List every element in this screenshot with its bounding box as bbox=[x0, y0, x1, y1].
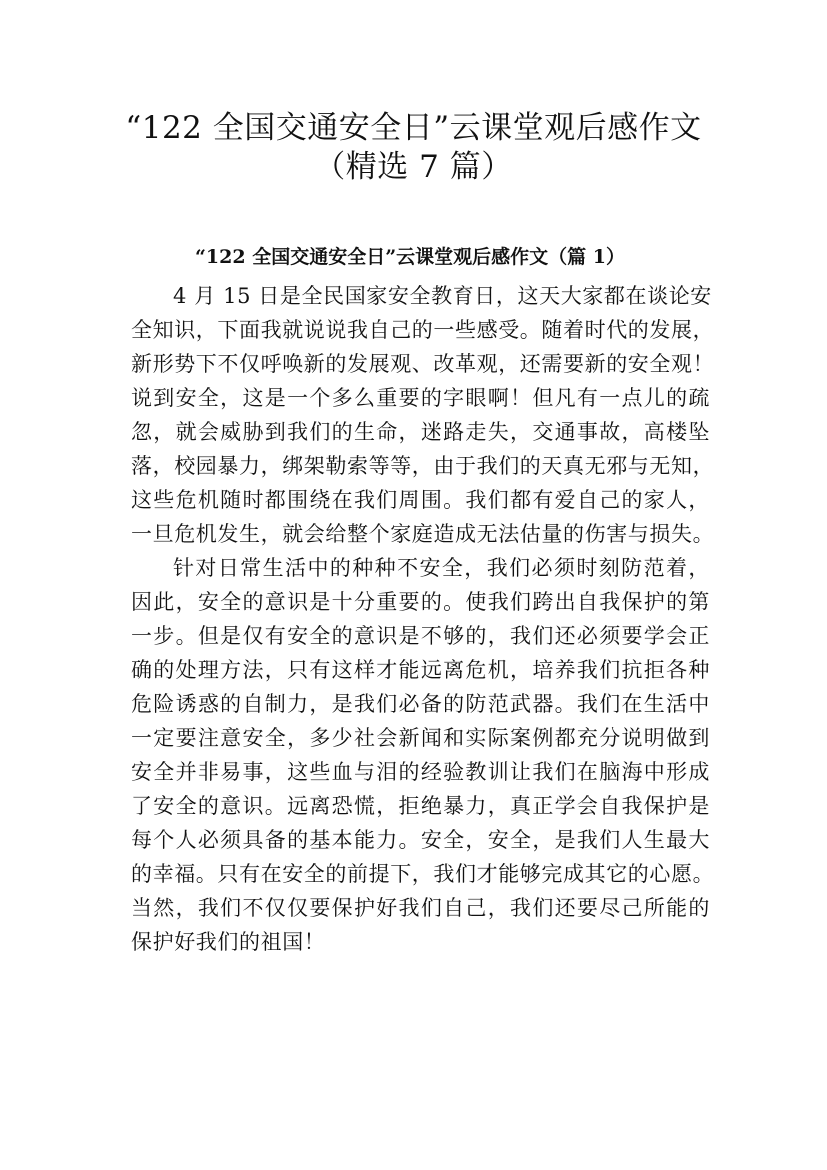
paragraph-line: 保护好我们的祖国！ bbox=[131, 930, 326, 954]
paragraph-line: 危险诱惑的自制力，是我们必备的防范武器。我们在生活中 bbox=[131, 692, 710, 716]
paragraph-line: 忽，就会威胁到我们的生命，迷路走失，交通事故，高楼坠 bbox=[131, 420, 710, 444]
paragraph-line: 这些危机随时都围绕在我们周围。我们都有爱自己的家人， bbox=[131, 488, 710, 512]
paragraph-line: 一旦危机发生，就会给整个家庭造成无法估量的伤害与损失。 bbox=[131, 522, 715, 546]
paragraph-line: 当然，我们不仅仅要保护好我们自己，我们还要尽己所能的 bbox=[131, 896, 710, 920]
paragraph-line: 因此，安全的意识是十分重要的。使我们跨出自我保护的第 bbox=[131, 590, 710, 614]
paragraph-line: 针对日常生活中的种种不安全，我们必须时刻防范着， bbox=[173, 556, 710, 580]
paragraph-line: 一步。但是仅有安全的意识是不够的，我们还必须要学会正 bbox=[131, 624, 710, 648]
paragraph-line: 4 月 15 日是全民国家安全教育日，这天大家都在谈论安 bbox=[173, 284, 712, 308]
paragraph-line: 说到安全，这是一个多么重要的字眼啊！但凡有一点儿的疏 bbox=[131, 386, 710, 410]
paragraph-line: 全知识，下面我就说说我自己的一些感受。随着时代的发展， bbox=[131, 318, 715, 342]
paragraph-line: 了安全的意识。远离恐慌，拒绝暴力，真正学会自我保护是 bbox=[131, 794, 710, 818]
paragraph-line: 确的处理方法，只有这样才能远离危机，培养我们抗拒各种 bbox=[131, 658, 710, 682]
paragraph-line: 安全并非易事，这些血与泪的经验教训让我们在脑海中形成 bbox=[131, 760, 710, 784]
document-title-line-1: “122 全国交通安全日”云课堂观后感作文 bbox=[125, 110, 702, 146]
paragraph-line: 落，校园暴力，绑架勒索等等，由于我们的天真无邪与无知， bbox=[131, 454, 715, 478]
paragraph-line: 的幸福。只有在安全的前提下，我们才能够完成其它的心愿。 bbox=[131, 862, 715, 886]
paragraph-line: 新形势下不仅呼唤新的发展观、改革观，还需要新的安全观！ bbox=[131, 352, 715, 376]
section-title: “122 全国交通安全日”云课堂观后感作文（篇 1） bbox=[195, 246, 625, 268]
paragraph-line: 每个人必须具备的基本能力。安全，安全，是我们人生最大 bbox=[131, 828, 710, 852]
document-title-line-2: （精选 7 篇） bbox=[314, 149, 513, 185]
paragraph-line: 一定要注意安全，多少社会新闻和实际案例都充分说明做到 bbox=[131, 726, 710, 750]
